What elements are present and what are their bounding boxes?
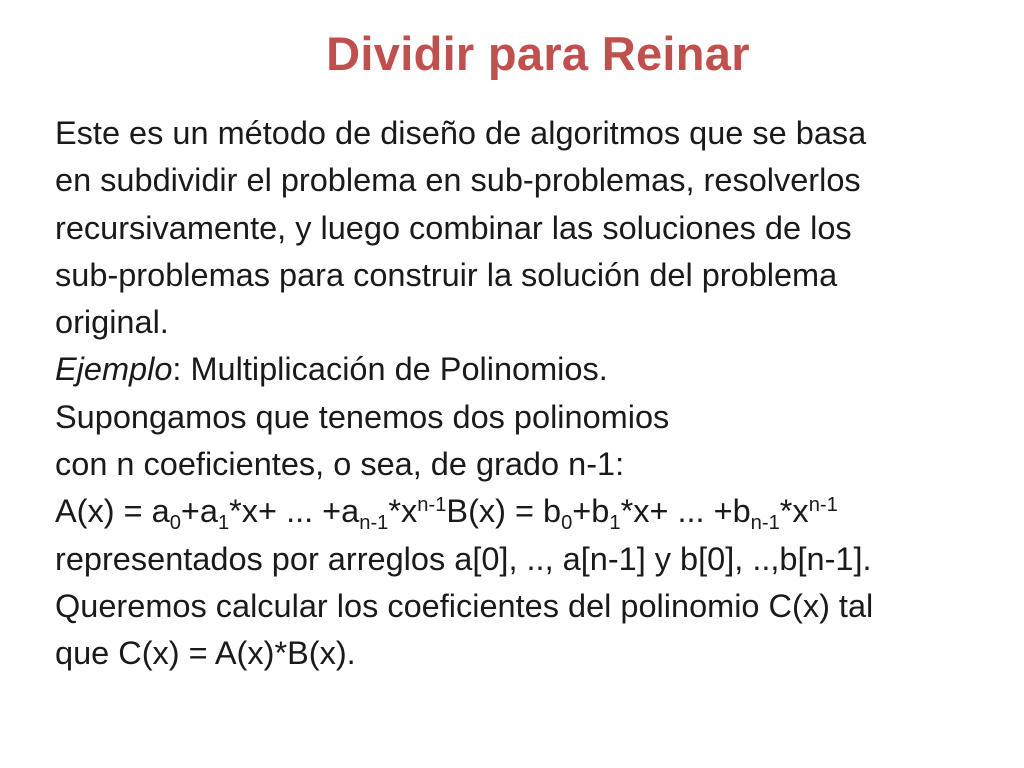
paragraph-line: sub-problemas para construir la solución del problema xyxy=(55,256,838,293)
formula-subscript: 0 xyxy=(169,511,181,534)
formula-text: *x+ ... +b xyxy=(620,493,751,530)
formula-text: +b xyxy=(572,493,610,530)
paragraph-line: con n coeficientes, o sea, de grado n-1: xyxy=(55,446,625,483)
paragraph-line: recursivamente, y luego combinar las soluciones de los xyxy=(55,209,852,246)
formula-text: B(x) = b xyxy=(446,493,562,530)
slide-body xyxy=(55,110,1005,678)
formula-text: +a xyxy=(180,493,218,530)
formula-subscript: 0 xyxy=(561,511,573,534)
formula-superscript: n-1 xyxy=(417,493,447,516)
formula-subscript: n-1 xyxy=(359,511,389,534)
formula-text: *x xyxy=(779,493,809,530)
formula-superscript: n-1 xyxy=(808,493,838,516)
formula-subscript: n-1 xyxy=(750,511,780,534)
paragraph-line: original. xyxy=(55,304,169,341)
formula-subscript: 1 xyxy=(217,511,230,534)
formula-text: *x xyxy=(388,493,418,530)
paragraph-line: Queremos calcular los coeficientes del polinomio C(x) tal xyxy=(55,587,874,624)
example-line xyxy=(55,346,1005,393)
paragraph-line: Supongamos que tenemos dos polinomios xyxy=(55,398,670,435)
formula-line xyxy=(55,488,1005,535)
formula-text: *x+ ... +a xyxy=(229,493,360,530)
example-label: Ejemplo xyxy=(55,351,173,388)
paragraph-line: Este es un método de diseño de algoritmos que se basa xyxy=(55,115,867,151)
paragraph-line: que C(x) = A(x)*B(x). xyxy=(55,635,356,672)
formula-subscript: 1 xyxy=(609,511,621,534)
paragraph-line: representados por arreglos a[0], .., a[n-1] y b[0], ..,b[n-1]. xyxy=(55,540,872,577)
slide-title: Dividir para Reinar xyxy=(326,27,750,80)
formula-text: A(x) = a xyxy=(55,493,170,530)
example-text: : Multiplicación de Polinomios. xyxy=(172,351,608,388)
paragraph-line: en subdividir el problema en sub-problemas, resolverlos xyxy=(55,162,861,199)
